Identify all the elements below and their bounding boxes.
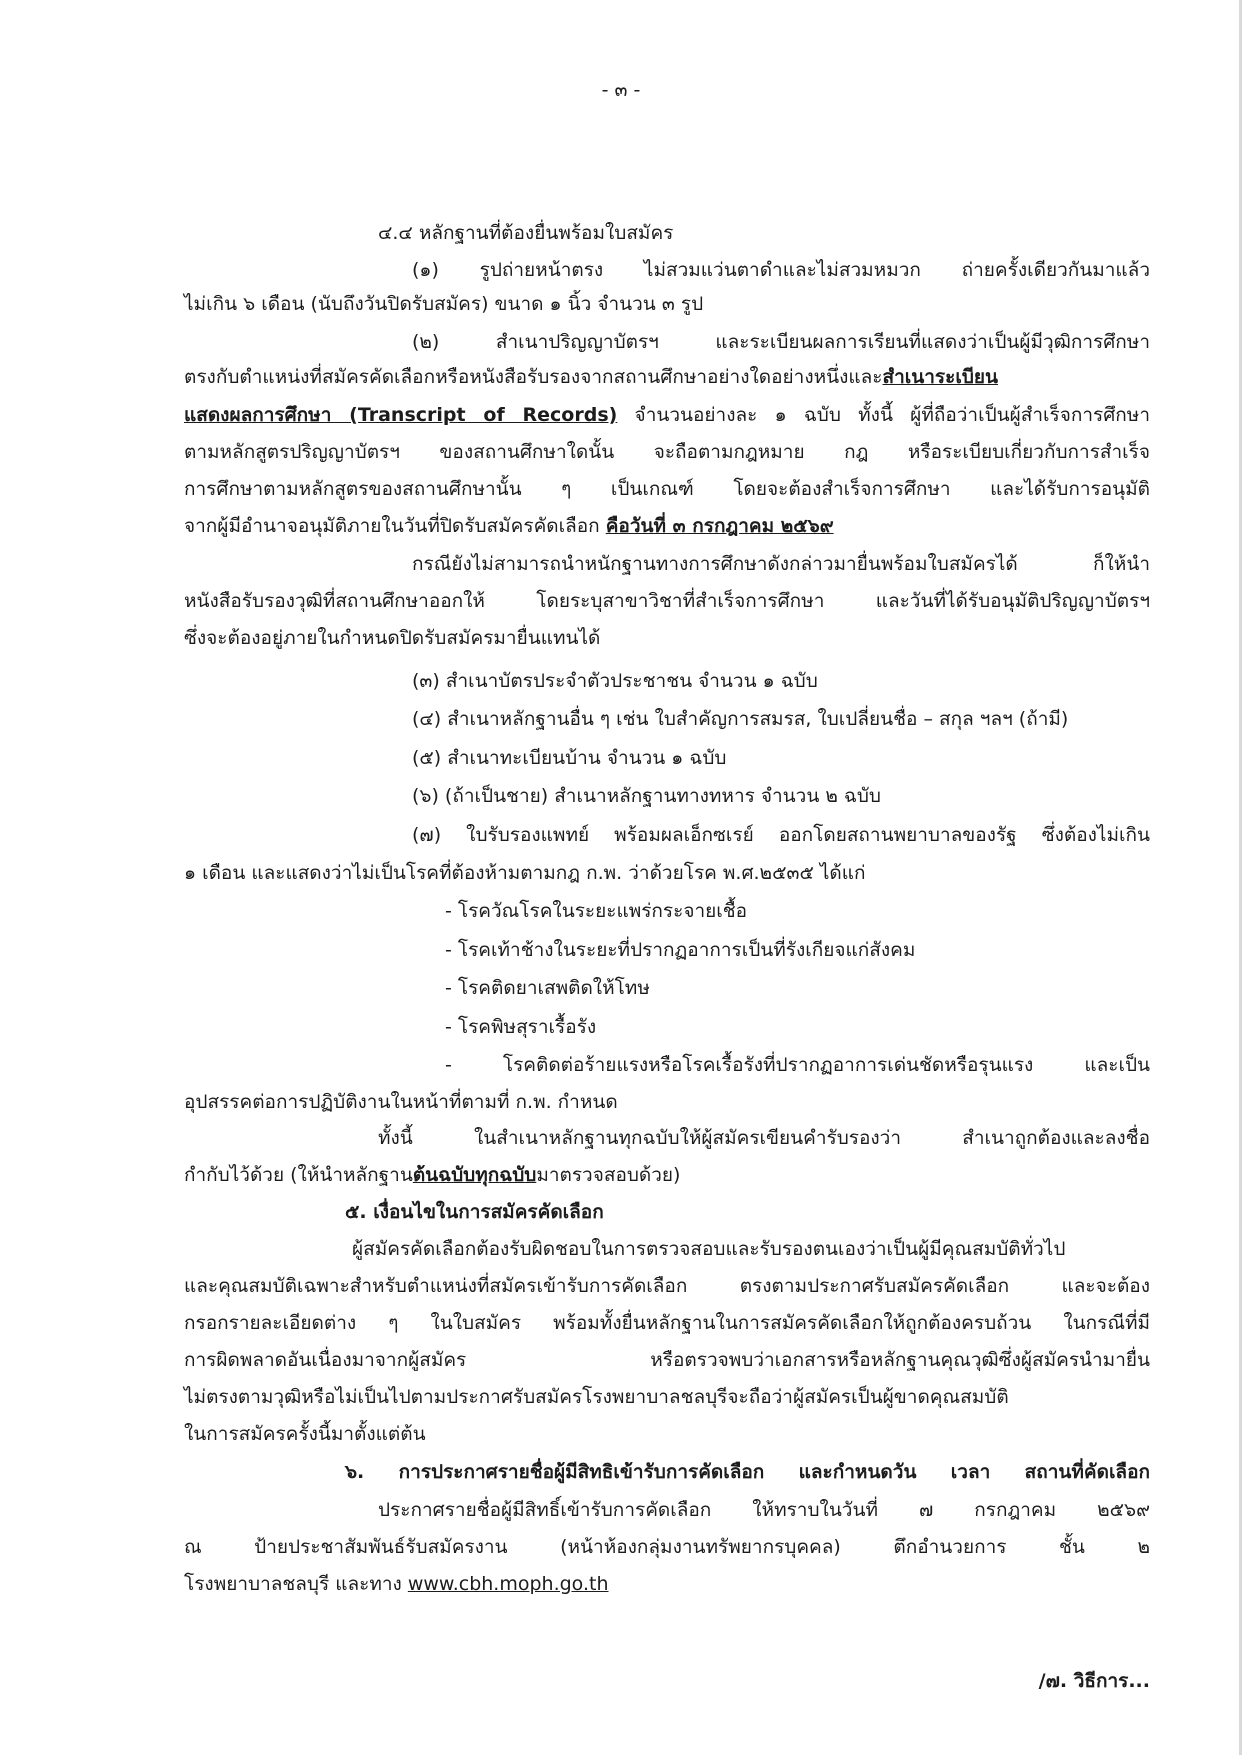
item-1-line-1: (๑) รูปถ่ายหน้าตรง ไม่สวมแว่นตาดำและไม่สวมหมวก ถ่ายครั้งเดียวกันมาแล้ว bbox=[412, 259, 1150, 281]
section-6-heading: ๖. การประกาศรายชื่อผู้มีสิทธิเข้ารับการคัดเลือก และกำหนดวัน เวลา สถานที่คัดเลือก bbox=[345, 1461, 1150, 1483]
section-5-line: กรอกรายละเอียดต่าง ๆ ในใบสมัคร พร้อมทั้งยื่นหลักฐานในการสมัครคัดเลือกให้ถูกต้องครบถ้วน ในกรณีที่มี bbox=[184, 1312, 1150, 1334]
item-2-line-2 bbox=[184, 362, 1150, 392]
disease-item: - โรคพิษสุราเรื้อรัง bbox=[445, 1016, 597, 1038]
note-line-1: กรณียังไม่สามารถนำหนักฐานทางการศึกษาดังกล่าวมายื่นพร้อมใบสมัครได้ ก็ให้นำ bbox=[412, 553, 1150, 575]
certify-line-2-post: มาตรวจสอบด้วย) bbox=[536, 1164, 681, 1186]
section-5-line: ในการสมัครครั้งนี้มาตั้งแต่ต้น bbox=[184, 1423, 426, 1445]
disease-item: - โรคเท้าช้างในระยะที่ปรากฏอาการเป็นที่รังเกียจแก่สังคม bbox=[445, 939, 916, 961]
item-2-line-3 bbox=[184, 400, 1150, 430]
original-docs-emphasis: ต้นฉบับทุกฉบับ bbox=[412, 1164, 537, 1186]
transcript-emphasis-1: สำเนาระเบียน bbox=[882, 366, 999, 388]
deadline-date: คือวันที่ ๓ กรกฎาคม ๒๕๖๙ bbox=[605, 515, 834, 537]
item-5: (๕) สำเนาทะเบียนบ้าน จำนวน ๑ ฉบับ bbox=[412, 747, 727, 769]
section-6-line-2: ณ ป้ายประชาสัมพันธ์รับสมัครงาน (หน้าห้องกลุ่มงานทรัพยากรบุคคล) ตึกอำนวยการ ชั้น ๒ bbox=[184, 1536, 1150, 1558]
section-5-line: การผิดพลาดอันเนื่องมาจากผู้สมัคร หรือตรวจพบว่าเอกสารหรือหลักฐานคุณวุฒิซึ่งผู้สมัครนำมายื่น bbox=[184, 1349, 1150, 1371]
page-number: - ๓ - bbox=[601, 79, 641, 101]
item-6: (๖) (ถ้าเป็นชาย) สำเนาหลักฐานทางทหาร จำนวน ๒ ฉบับ bbox=[412, 785, 881, 807]
item-4: (๔) สำเนาหลักฐานอื่น ๆ เช่น ใบสำคัญการสมรส, ใบเปลี่ยนชื่อ – สกุล ฯลฯ (ถ้ามี) bbox=[412, 708, 1069, 730]
item-2-line-3-text: จำนวนอย่างละ ๑ ฉบับ ทั้งนี้ ผู้ที่ถือว่าเป็นผู้สำเร็จการศึกษา bbox=[617, 404, 1151, 426]
section-5-heading: ๕. เงื่อนไขในการสมัครคัดเลือก bbox=[345, 1201, 604, 1223]
section-5-line: ผู้สมัครคัดเลือกต้องรับผิดชอบในการตรวจสอบและรับรองตนเองว่าเป็นผู้มีคุณสมบัติทั่วไป bbox=[352, 1238, 1066, 1260]
item-1-line-2: ไม่เกิน ๖ เดือน (นับถึงวันปิดรับสมัคร) ขนาด ๑ นิ้ว จำนวน ๓ รูป bbox=[184, 293, 704, 315]
item-2-line-1: (๒) สำเนาปริญญาบัตรฯ และระเบียนผลการเรียนที่แสดงว่าเป็นผู้มีวุฒิการศึกษา bbox=[412, 331, 1150, 353]
item-2-line-2-text: ตรงกับตำแหน่งที่สมัครคัดเลือกหรือหนังสือรับรองจากสถานศึกษาอย่างใดอย่างหนึ่งและ bbox=[184, 366, 883, 388]
certify-line-1: ทั้งนี้ ในสำเนาหลักฐานทุกฉบับให้ผู้สมัครเขียนคำรับรองว่า สำเนาถูกต้องและลงชื่อ bbox=[378, 1127, 1150, 1149]
item-2-line-4: ตามหลักสูตรปริญญาบัตรฯ ของสถานศึกษาใดนั้น จะถือตามกฎหมาย กฎ หรือระเบียบเกี่ยวกับการสำเร็จ bbox=[184, 441, 1150, 463]
note-line-2: หนังสือรับรองวุฒิที่สถานศึกษาออกให้ โดยระบุสาขาวิชาที่สำเร็จการศึกษา และวันที่ได้รับอนุมัติปริญญาบัตรฯ bbox=[184, 590, 1150, 612]
item-7-line-1: (๗) ใบรับรองแพทย์ พร้อมผลเอ็กซเรย์ ออกโดยสถานพยาบาลของรัฐ ซึ่งต้องไม่เกิน bbox=[412, 824, 1150, 846]
section-6-line-3-pre: โรงพยาบาลชลบุรี และทาง bbox=[184, 1573, 408, 1595]
disease-continuation: อุปสรรคต่อการปฏิบัติงานในหน้าที่ตามที่ ก.พ. กำหนด bbox=[184, 1091, 618, 1113]
disease-item: - โรคติดยาเสพติดให้โทษ bbox=[445, 977, 650, 999]
disease-item: - โรคติดต่อร้ายแรงหรือโรคเรื้อรังที่ปรากฏอาการเด่นชัดหรือรุนแรง และเป็น bbox=[445, 1054, 1150, 1076]
item-7-line-2: ๑ เดือน และแสดงว่าไม่เป็นโรคที่ต้องห้ามตามกฎ ก.พ. ว่าด้วยโรค พ.ศ.๒๕๓๕ ได้แก่ bbox=[184, 862, 866, 884]
item-3: (๓) สำเนาบัตรประจำตัวประชาชน จำนวน ๑ ฉบับ bbox=[412, 670, 818, 692]
continuation-marker: /๗. วิธีการ... bbox=[1038, 1670, 1150, 1692]
section-6-line-3 bbox=[184, 1569, 609, 1599]
transcript-emphasis-2: แสดงผลการศึกษา (Transcript of Records) bbox=[184, 404, 618, 426]
item-2-line-6-text: จากผู้มีอำนาจอนุมัติภายในวันที่ปิดรับสมัครคัดเลือก bbox=[184, 515, 606, 537]
section-6-line-1: ประกาศรายชื่อผู้มีสิทธิ์เข้ารับการคัดเลือก ให้ทราบในวันที่ ๗ กรกฎาคม ๒๕๖๙ bbox=[378, 1499, 1150, 1521]
certify-line-2 bbox=[184, 1160, 680, 1190]
section-5-line: ไม่ตรงตามวุฒิหรือไม่เป็นไปตามประกาศรับสมัครโรงพยาบาลชลบุรีจะถือว่าผู้สมัครเป็นผู้ขาดคุณสมบัติ bbox=[184, 1386, 1009, 1408]
note-line-3: ซึ่งจะต้องอยู่ภายในกำหนดปิดรับสมัครมายื่นแทนได้ bbox=[184, 627, 601, 649]
section-5-line: และคุณสมบัติเฉพาะสำหรับตำแหน่งที่สมัครเข้ารับการคัดเลือก ตรงตามประกาศรับสมัครคัดเลือก และจะต้อง bbox=[184, 1275, 1150, 1297]
item-2-line-6 bbox=[184, 511, 834, 541]
website-link[interactable]: www.cbh.moph.go.th bbox=[407, 1573, 609, 1595]
item-2-line-5: การศึกษาตามหลักสูตรของสถานศึกษานั้น ๆ เป็นเกณฑ์ โดยจะต้องสำเร็จการศึกษา และได้รับการอนุมัติ bbox=[184, 478, 1150, 500]
certify-line-2-pre: กำกับไว้ด้วย (ให้นำหลักฐาน bbox=[184, 1164, 413, 1186]
section-4-4-heading: ๔.๔ หลักฐานที่ต้องยื่นพร้อมใบสมัคร bbox=[378, 222, 674, 244]
disease-item: - โรควัณโรคในระยะแพร่กระจายเชื้อ bbox=[445, 900, 748, 922]
